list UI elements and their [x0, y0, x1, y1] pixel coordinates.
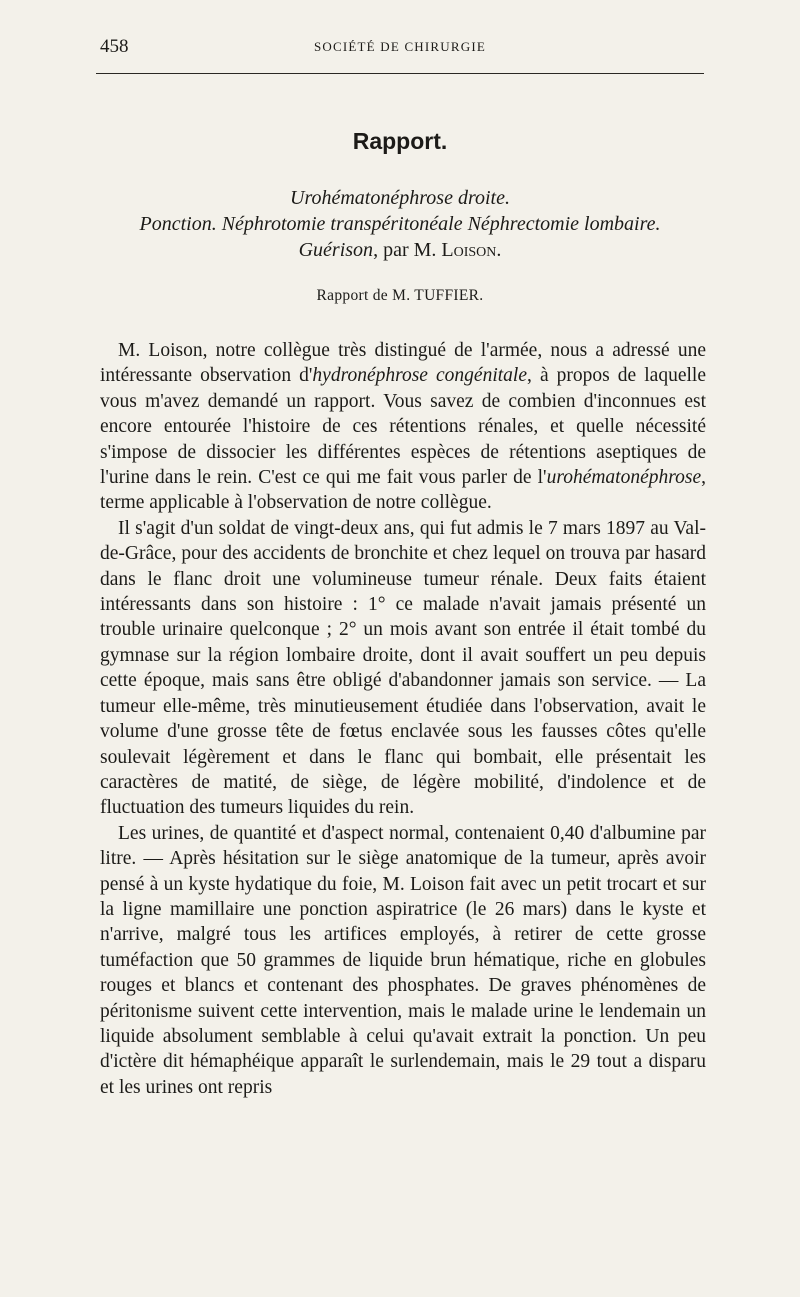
paragraph-1-text-e: , terme applicable à l'observation de notre collègue.: [100, 467, 706, 514]
heading-end: .: [496, 239, 502, 261]
paragraph-3: Les urines, de quantité et d'aspect normal, contenaient 0,40 d'albumine par litre. — Après hésitation sur le siège anatomique de la tumeur, après avoir pensé à un kyste hydatique du foie, M. Loison fait avec un petit trocart et sur la ligne mamillaire une ponction aspiratrice (le 26 mars) dans le kyste et n'arrive, malgré tous les artifices employés, à retirer de cette grosse tuméfaction que 50 grammes de liquide brun hématique, riche en globules rouges et blancs et contenant des phosphates. De graves phénomènes de péritonisme suivent cette intervention, mais le malade urine le lendemain un liquide absolument semblable à celui qu'avait extrait la ponction. Un peu d'ictère dit hémaphéique apparaît le surlendemain, mais le 29 tout a disparu et les urines ont repris: [100, 822, 706, 1098]
body-text: [100, 338, 706, 1100]
paragraph-1-emphasis-b: hydronéphrose congénitale: [312, 365, 527, 387]
paragraph-1-emphasis-d: urohématonéphrose: [546, 467, 702, 489]
heading-line-2: Ponction. Néphrotomie transpéritonéale Néphrectomie lombaire.: [139, 213, 661, 235]
report-heading: [96, 185, 704, 263]
journal-title: SOCIÉTÉ DE CHIRURGIE: [313, 39, 487, 54]
heading-author: Loison: [441, 239, 497, 261]
running-head: [96, 36, 704, 58]
header-divider: [96, 73, 704, 74]
reporter-line: Rapport de M. TUFFIER.: [316, 287, 484, 304]
heading-by: , par M.: [373, 239, 442, 261]
paragraph-1: [100, 338, 706, 516]
paragraph-1-text-c: , à propos de laquelle vous m'avez demandé un rapport. Vous savez de combien d'inconnues est encore entourée l'histoire de ces rétentions rénales, et quelle nécessité s'impose de dissocier les différentes espèces de rétentions aseptiques de l'urine dans le rein. C'est ce qui me fait vous parler de l': [100, 365, 706, 489]
page-number: 458: [100, 36, 129, 57]
paragraph-2: Il s'agit d'un soldat de vingt-deux ans, qui fut admis le 7 mars 1897 au Val-de-Grâce, pour des accidents de bronchite et chez lequel on trouva par hasard dans le flanc droit une volumineuse tumeur rénale. Deux faits étaient intéressants dans son histoire : 1° ce malade n'avait jamais présenté un trouble urinaire quelconque ; 2° un mois avant son entrée il était tombé du gymnase sur la région lombaire droite, dont il avait souffert un peu depuis cette époque, mais sans être obligé d'abandonner jamais son service. — La tumeur elle-même, très minutieusement étudiée dans l'observation, avait le volume d'une grosse tête de fœtus enclavée sous les fausses côtes qu'elle soulevait légèrement et dans le flanc qui bombait, elle présentait les caractères de matité, de siège, de légère mobilité, d'indolence et de fluctuation des tumeurs liquides du rein.: [100, 517, 706, 819]
section-title: Rapport.: [352, 128, 448, 154]
heading-outcome: Guérison: [298, 239, 374, 261]
heading-line-3: [96, 237, 704, 263]
heading-line-1: Urohématonéphrose droite.: [290, 187, 510, 209]
paragraph-1-text-a: M. Loison, notre collègue très distingué de l'armée, nous a adressé une intéressante observation d': [100, 340, 706, 387]
